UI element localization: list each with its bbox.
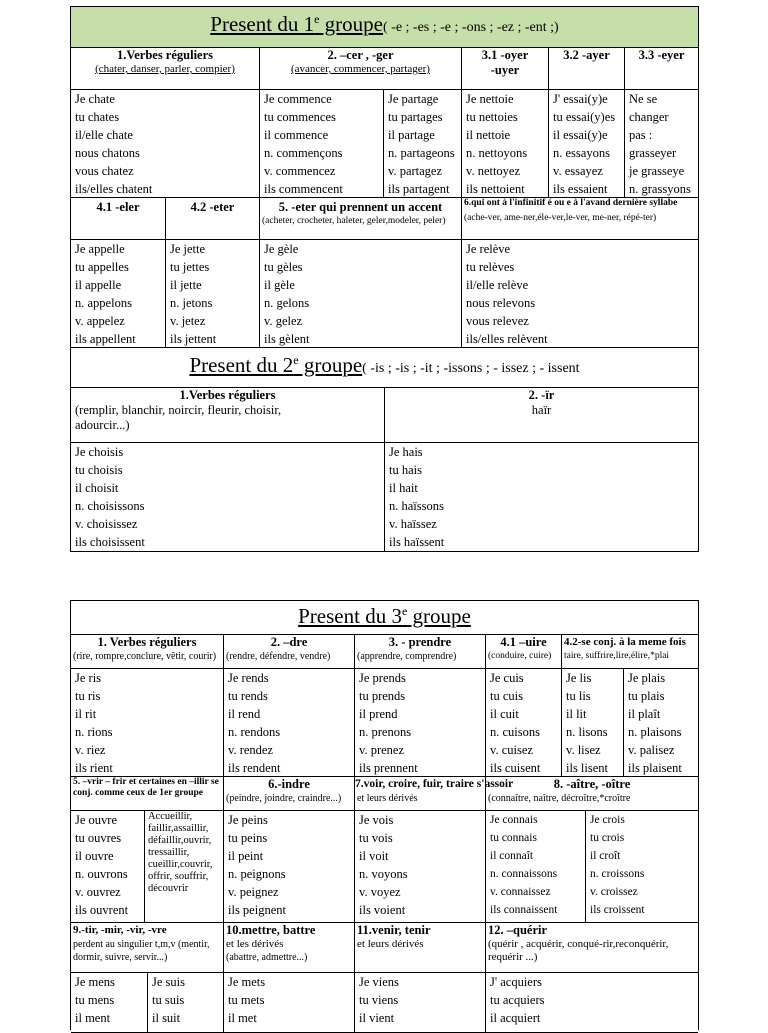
conjugation-line: Je commence bbox=[264, 92, 332, 106]
g2-header-ir: 2. -ïr haïr bbox=[385, 388, 698, 443]
conjugation-line: tu appelles bbox=[75, 260, 129, 274]
conjugation-line: il plaît bbox=[628, 707, 661, 721]
conjugation-line: il rend bbox=[228, 707, 261, 721]
g3-header-vrir-frir: 5. –vrir – frir et certaines en –illir se conj. comme ceux de 1er groupe bbox=[71, 777, 224, 811]
g1-col-cer bbox=[260, 90, 384, 198]
conjugation-line: Je plais bbox=[628, 671, 666, 685]
conjugation-line: tu ouvres bbox=[75, 831, 122, 845]
conjugation-line: tu suis bbox=[152, 993, 185, 1007]
conjugation-line: ils plaisent bbox=[628, 761, 682, 775]
g3-header-mettre: 10.mettre, battre et les dérivés (abattre, admettre...) bbox=[224, 923, 355, 973]
g1-header-ayer: 3.2 -ayer bbox=[549, 48, 625, 90]
conjugation-line: défaillir,ouvrir, bbox=[148, 835, 212, 846]
conjugation-line: tu plais bbox=[628, 689, 665, 703]
conjugation-line: ils ouvrent bbox=[75, 903, 129, 917]
conjugation-line: n. rions bbox=[75, 725, 113, 739]
conjugation-line: il choisit bbox=[75, 481, 119, 495]
g1-col-eler bbox=[71, 240, 166, 348]
conjugation-line: Je peins bbox=[228, 813, 268, 827]
g3-col-mentir bbox=[71, 973, 148, 1033]
conjugation-line: il lit bbox=[566, 707, 587, 721]
g1-col-lever bbox=[462, 240, 698, 348]
g3-col-ouvrir bbox=[71, 811, 145, 923]
conjugation-line: tu partages bbox=[388, 110, 443, 124]
conjugation-line: n. voyons bbox=[359, 867, 408, 881]
g1-col-regular bbox=[71, 90, 260, 198]
g3-col-cuire bbox=[486, 669, 562, 777]
g2-col-hair bbox=[385, 443, 698, 551]
conjugation-line: ils choisissent bbox=[75, 535, 145, 549]
conjugation-line: v. appelez bbox=[75, 314, 125, 328]
conjugation-line: tu mets bbox=[228, 993, 265, 1007]
conjugation-line: ils lisent bbox=[566, 761, 609, 775]
conjugation-line: faillir,assaillir, bbox=[148, 823, 209, 834]
conjugation-line: Je nettoie bbox=[466, 92, 514, 106]
conjugation-line: il acquiert bbox=[490, 1011, 541, 1025]
g3-header-uire: 4.1 –uire (conduire, cuire) bbox=[486, 635, 562, 669]
conjugation-line: n. plaisons bbox=[628, 725, 682, 739]
conjugation-line: tu nettoies bbox=[466, 110, 518, 124]
conjugation-line: v. prenez bbox=[359, 743, 404, 757]
conjugation-line: n. partageons bbox=[388, 146, 455, 160]
group1-title-bar bbox=[71, 7, 698, 48]
conjugation-line: Je hais bbox=[389, 445, 423, 459]
group3-title-bar bbox=[71, 601, 698, 635]
conjugation-line: Je partage bbox=[388, 92, 439, 106]
group2-endings: ( -is ; -is ; -it ; -issons ; - issez ; - issent bbox=[362, 361, 580, 376]
conjugation-line: grasseyer bbox=[629, 146, 677, 160]
g1-col-oyer bbox=[462, 90, 549, 198]
g3-col-acquerir bbox=[486, 973, 698, 1033]
conjugation-line: n. gelons bbox=[264, 296, 310, 310]
conjugation-line: il/elle chate bbox=[75, 128, 133, 142]
conjugation-line: changer bbox=[629, 110, 669, 124]
conjugation-line: il nettoie bbox=[466, 128, 511, 142]
conjugation-line: v. jetez bbox=[170, 314, 206, 328]
conjugation-line: Je crois bbox=[590, 814, 625, 826]
conjugation-line: v. choisissez bbox=[75, 517, 138, 531]
g1-header-eter-accent: 5. -eter qui prennent un accent (acheter, crocheter, haleter, geler,modeler, peler) bbox=[260, 198, 462, 240]
g3-col-rendre bbox=[224, 669, 355, 777]
conjugation-line: tu mens bbox=[75, 993, 115, 1007]
g3-col-peindre bbox=[224, 811, 355, 923]
conjugation-line: n. nettoyons bbox=[466, 146, 528, 160]
conjugation-line: Je ris bbox=[75, 671, 102, 685]
conjugation-line: n. commençons bbox=[264, 146, 343, 160]
conjugation-line: il suit bbox=[152, 1011, 181, 1025]
conjugation-line: tu relèves bbox=[466, 260, 515, 274]
conjugation-line: il met bbox=[228, 1011, 257, 1025]
conjugation-line: ils nettoient bbox=[466, 182, 525, 196]
conjugation-line: ils cuisent bbox=[490, 761, 541, 775]
conjugation-line: n. grassyons bbox=[629, 182, 691, 196]
conjugation-line: ils haïssent bbox=[389, 535, 445, 549]
conjugation-line: cueillir,couvrir, bbox=[148, 859, 213, 870]
conjugation-line: ils connaissent bbox=[490, 904, 558, 916]
conjugation-line: il ment bbox=[75, 1011, 111, 1025]
g3-header-indre: 6.-indre (peindre, joindre, craindre...) bbox=[224, 777, 355, 811]
conjugation-line: tu cuis bbox=[490, 689, 523, 703]
conjugation-line: ils appellent bbox=[75, 332, 136, 346]
conjugation-line: Je chate bbox=[75, 92, 115, 106]
conjugation-line: tu chates bbox=[75, 110, 120, 124]
conjugation-line: v. palisez bbox=[628, 743, 675, 757]
conjugation-line: n. cuisons bbox=[490, 725, 540, 739]
conjugation-line: n. prenons bbox=[359, 725, 412, 739]
conjugation-line: Je jette bbox=[170, 242, 206, 256]
conjugation-line: n. rendons bbox=[228, 725, 281, 739]
conjugation-line: il voit bbox=[359, 849, 389, 863]
conjugation-line: Je appelle bbox=[75, 242, 125, 256]
conjugation-line: il/elle relève bbox=[466, 278, 529, 292]
group1-title: Present du 1e groupe( -e ; -es ; -e ; -ons ; -ez ; -ent ;) bbox=[210, 12, 559, 36]
conjugation-line: v. partagez bbox=[388, 164, 443, 178]
conjugation-line: tu choisis bbox=[75, 463, 123, 477]
g1-col-geler bbox=[260, 240, 462, 348]
g2-col-regular bbox=[71, 443, 385, 551]
conjugation-line: v. riez bbox=[75, 743, 106, 757]
g3-header-dre: 2. –dre (rendre, défendre, vendre) bbox=[224, 635, 355, 669]
conjugation-line: Je vois bbox=[359, 813, 394, 827]
conjugation-line: ils prennent bbox=[359, 761, 418, 775]
conjugation-line: v. peignez bbox=[228, 885, 279, 899]
conjugation-line: il ouvre bbox=[75, 849, 114, 863]
conjugation-line: n. essayons bbox=[553, 146, 610, 160]
g1-col-eter bbox=[166, 240, 260, 348]
conjugation-line: Je relève bbox=[466, 242, 511, 256]
g3-col-voir bbox=[355, 811, 486, 923]
conjugation-line: tu prends bbox=[359, 689, 406, 703]
conjugation-line: n. connaissons bbox=[490, 868, 558, 880]
conjugation-line: tu rends bbox=[228, 689, 268, 703]
conjugation-line: il hait bbox=[389, 481, 418, 495]
conjugation-line: v. nettoyez bbox=[466, 164, 521, 178]
conjugation-line: tu lis bbox=[566, 689, 591, 703]
conjugation-line: ils rient bbox=[75, 761, 113, 775]
group2-title: Present du 2e groupe( -is ; -is ; -it ; -issons ; - issez ; - issent bbox=[189, 353, 580, 377]
group1-table bbox=[70, 6, 699, 552]
conjugation-line: il connaît bbox=[490, 850, 534, 862]
g3-col-ouvrir-list bbox=[145, 811, 224, 923]
conjugation-line: v. croissez bbox=[590, 886, 638, 898]
conjugation-line: v. commencez bbox=[264, 164, 336, 178]
conjugation-line: Je mets bbox=[228, 975, 266, 989]
conjugation-line: ils voient bbox=[359, 903, 406, 917]
conjugation-line: ils peignent bbox=[228, 903, 286, 917]
g3-header-regular: 1. Verbes réguliers (rire, rompre,conclure, vêtir, courir) bbox=[71, 635, 224, 669]
g3-header-venir: 11.venir, tenir et leurs dérivés bbox=[355, 923, 486, 973]
conjugation-line: tu peins bbox=[228, 831, 268, 845]
conjugation-line: tressaillir, bbox=[148, 847, 190, 858]
conjugation-line: n. haïssons bbox=[389, 499, 444, 513]
g2-header-regular: 1.Verbes réguliers (remplir, blanchir, noircir, fleurir, choisir, adourcir...) bbox=[71, 388, 385, 443]
g3-col-lire bbox=[562, 669, 624, 777]
g1-col-ayer bbox=[549, 90, 625, 198]
g3-header-same-conj: 4.2-se conj. à la meme fois taire, suffrire,lire,élire,*plai bbox=[562, 635, 698, 669]
conjugation-line: Je rends bbox=[228, 671, 269, 685]
conjugation-line: v. voyez bbox=[359, 885, 401, 899]
g3-col-venir bbox=[355, 973, 486, 1033]
conjugation-line: n. choisissons bbox=[75, 499, 145, 513]
conjugation-line: je grasseye bbox=[629, 164, 685, 178]
g3-header-prendre: 3. - prendre (apprendre, comprendre) bbox=[355, 635, 486, 669]
g1-col-eyer bbox=[625, 90, 698, 198]
conjugation-line: découvrir bbox=[148, 883, 189, 894]
group1-endings: ( -e ; -es ; -e ; -ons ; -ez ; -ent ;) bbox=[383, 20, 559, 35]
g3-col-mettre bbox=[224, 973, 355, 1033]
conjugation-line: il commence bbox=[264, 128, 329, 142]
conjugation-line: Je gèle bbox=[264, 242, 299, 256]
g3-header-tir-mir: 9.-tir, -mir, -vir, -vre perdent au singulier t,m,v (mentir, dormir, suivre, servir...) bbox=[71, 923, 224, 973]
conjugation-line: il peint bbox=[228, 849, 264, 863]
conjugation-line: tu connais bbox=[490, 832, 537, 844]
conjugation-line: Je lis bbox=[566, 671, 592, 685]
conjugation-line: tu commences bbox=[264, 110, 336, 124]
conjugation-line: il gèle bbox=[264, 278, 295, 292]
conjugation-line: Je suis bbox=[152, 975, 185, 989]
conjugation-line: vous relevez bbox=[466, 314, 529, 328]
conjugation-line: v. ouvrez bbox=[75, 885, 121, 899]
conjugation-line: offrir, souffrir, bbox=[148, 871, 209, 882]
conjugation-line: Ne se bbox=[629, 92, 658, 106]
g1-header-eter: 4.2 -eter bbox=[166, 198, 260, 240]
conjugation-line: nous relevons bbox=[466, 296, 536, 310]
conjugation-line: il cuit bbox=[490, 707, 519, 721]
g3-header-aitre: 8. -aître, -oître (connaître, naître, décroître,*croître bbox=[486, 777, 698, 811]
conjugation-line: ils partagent bbox=[388, 182, 450, 196]
g3-col-plaire bbox=[624, 669, 698, 777]
conjugation-line: il prend bbox=[359, 707, 398, 721]
conjugation-line: ils/elles relèvent bbox=[466, 332, 548, 346]
conjugation-line: il croît bbox=[590, 850, 621, 862]
conjugation-line: il rit bbox=[75, 707, 97, 721]
conjugation-line: n. ouvrons bbox=[75, 867, 128, 881]
conjugation-line: il jette bbox=[170, 278, 202, 292]
conjugation-line: Je cuis bbox=[490, 671, 524, 685]
conjugation-line: Je connais bbox=[490, 814, 538, 826]
conjugation-line: n. jetons bbox=[170, 296, 213, 310]
conjugation-line: il essai(y)e bbox=[553, 128, 608, 142]
conjugation-line: Je viens bbox=[359, 975, 399, 989]
conjugation-line: ils/elles chatent bbox=[75, 182, 153, 196]
conjugation-line: tu ris bbox=[75, 689, 101, 703]
conjugation-line: tu vois bbox=[359, 831, 393, 845]
conjugation-line: ils rendent bbox=[228, 761, 281, 775]
conjugation-line: ils gèlent bbox=[264, 332, 310, 346]
conjugation-line: ils jettent bbox=[170, 332, 217, 346]
g1-header-accent-syllable: 6.qui ont à l'infinitif é ou e à l'avand dernière syllabe (ache-ver, ame-ner,éle-ver,le-ver, me-ner, répé-ter) bbox=[462, 198, 698, 240]
conjugation-line: ils commencent bbox=[264, 182, 343, 196]
conjugation-line: J' essai(y)e bbox=[553, 92, 608, 106]
conjugation-line: tu acquiers bbox=[490, 993, 545, 1007]
conjugation-line: il vient bbox=[359, 1011, 395, 1025]
conjugation-line: tu crois bbox=[590, 832, 625, 844]
conjugation-line: vous chatez bbox=[75, 164, 134, 178]
conjugation-line: tu gèles bbox=[264, 260, 303, 274]
conjugation-line: Je mens bbox=[75, 975, 115, 989]
g3-col-connaitre bbox=[486, 811, 586, 923]
group3-table bbox=[70, 600, 699, 1030]
g1-header-regular: 1.Verbes réguliers (chater, danser, parler, compier) bbox=[71, 48, 260, 90]
g3-col-rire bbox=[71, 669, 224, 777]
group3-title: Present du 3e groupe bbox=[298, 604, 471, 628]
g3-col-croitre bbox=[586, 811, 698, 923]
g3-header-voir: 7.voir, croire, fuir, traire s'assoir et leurs dérivés bbox=[355, 777, 486, 811]
g1-header-eyer: 3.3 -eyer bbox=[625, 48, 698, 90]
conjugation-line: tu jettes bbox=[170, 260, 210, 274]
conjugation-line: v. cuisez bbox=[490, 743, 533, 757]
g1-header-cer-ger: 2. –cer , -ger (avancer, commencer, partager) bbox=[260, 48, 462, 90]
conjugation-line: ils croissent bbox=[590, 904, 645, 916]
g1-header-eler: 4.1 -eler bbox=[71, 198, 166, 240]
conjugation-line: tu hais bbox=[389, 463, 422, 477]
g3-col-prendre bbox=[355, 669, 486, 777]
conjugation-line: pas : bbox=[629, 128, 653, 142]
conjugation-line: il appelle bbox=[75, 278, 122, 292]
conjugation-line: n. croissons bbox=[590, 868, 645, 880]
conjugation-line: v. connaissez bbox=[490, 886, 551, 898]
conjugation-line: v. lisez bbox=[566, 743, 601, 757]
conjugation-line: Je prends bbox=[359, 671, 406, 685]
g3-header-querir: 12. –quérir (quérir , acquérir, conqué-rir,reconquérir, requérir ...) bbox=[486, 923, 698, 973]
conjugation-line: Je ouvre bbox=[75, 813, 117, 827]
conjugation-line: n. lisons bbox=[566, 725, 608, 739]
conjugation-line: n. appelons bbox=[75, 296, 132, 310]
conjugation-line: il partage bbox=[388, 128, 435, 142]
g3-col-suivre bbox=[148, 973, 224, 1033]
conjugation-line: Je choisis bbox=[75, 445, 124, 459]
conjugation-line: tu viens bbox=[359, 993, 399, 1007]
conjugation-line: v. haïssez bbox=[389, 517, 437, 531]
g1-header-oyer: 3.1 -oyer -uyer bbox=[462, 48, 549, 90]
conjugation-line: v. rendez bbox=[228, 743, 273, 757]
conjugation-line: v. gelez bbox=[264, 314, 303, 328]
conjugation-line: tu essai(y)es bbox=[553, 110, 616, 124]
conjugation-line: v. essayez bbox=[553, 164, 603, 178]
conjugation-line: nous chatons bbox=[75, 146, 140, 160]
conjugation-line: n. peignons bbox=[228, 867, 286, 881]
conjugation-line: J' acquiers bbox=[490, 975, 542, 989]
g1-col-ger bbox=[384, 90, 462, 198]
group2-title-bar bbox=[71, 348, 698, 388]
conjugation-line: ils essaient bbox=[553, 182, 608, 196]
conjugation-line: Accueillir, bbox=[148, 811, 193, 822]
